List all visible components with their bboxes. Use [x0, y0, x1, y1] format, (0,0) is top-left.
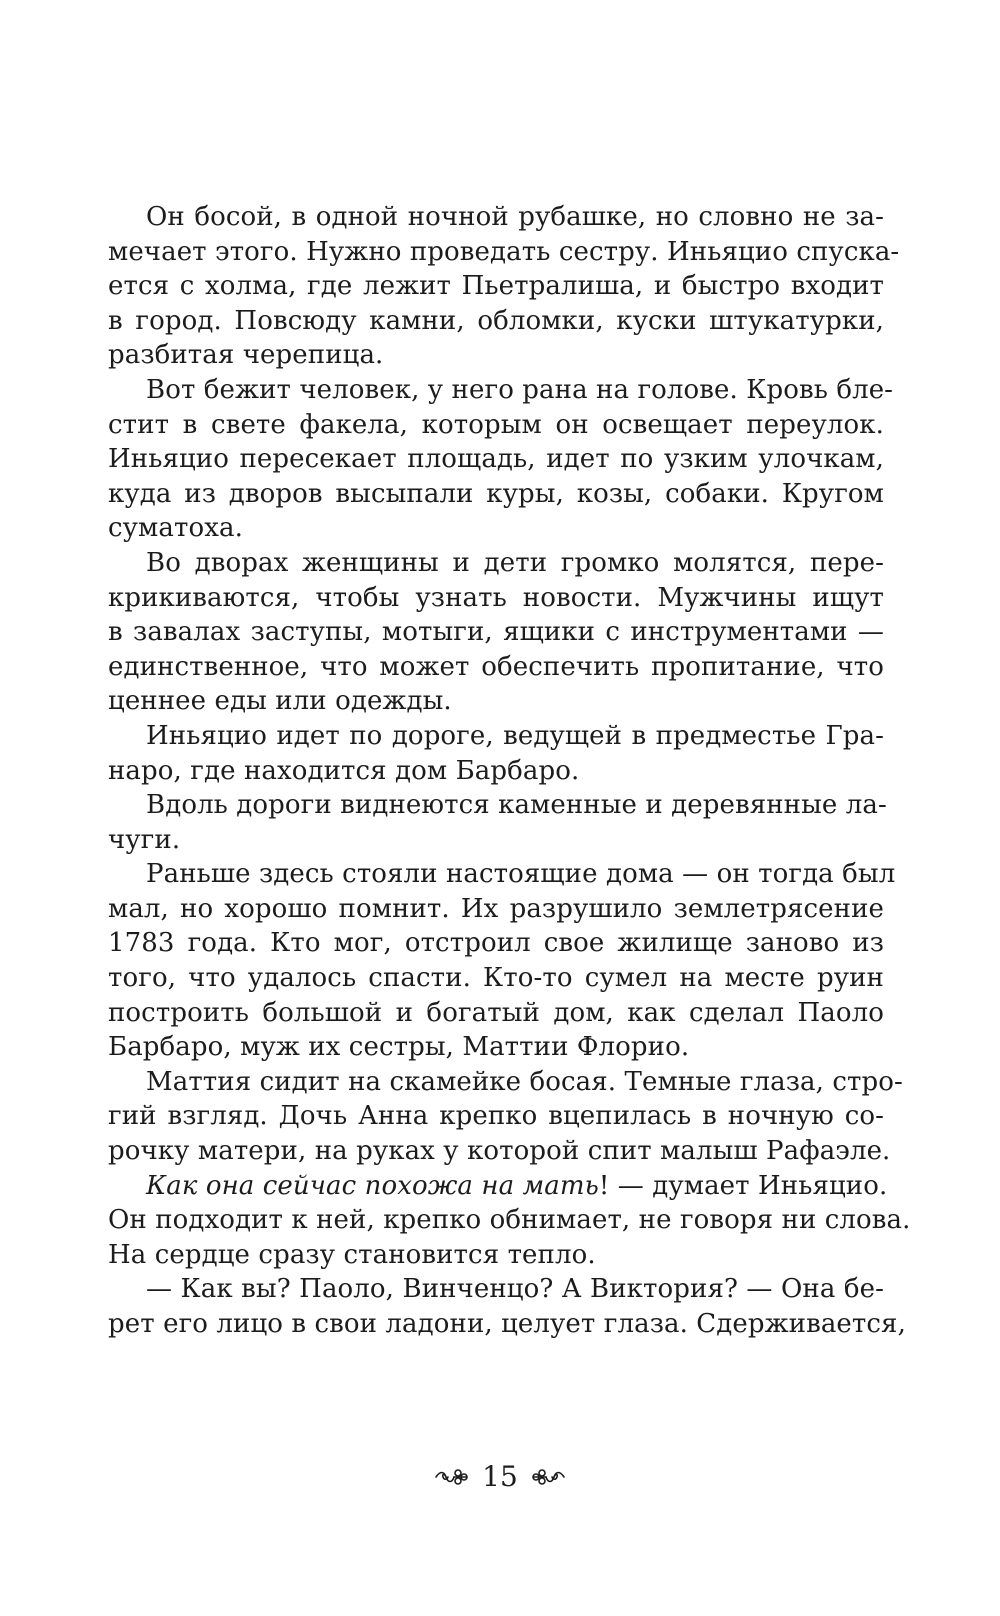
text-line-17: наро, где находится дом Барбаро.	[108, 755, 580, 786]
text-line-22: 1783 года. Кто мог, отстроил свое жилище заново из	[108, 928, 884, 959]
text-line-29-italic	[108, 1169, 888, 1204]
text-line-32: — Как вы? Паоло, Винченцо? А Виктория? — Она бе-	[146, 1274, 884, 1305]
text-line-33: рет его лицо в свои ладони, целует глаза. Сдерживается,	[108, 1309, 906, 1339]
text-line-12: крикиваются, чтобы узнать новости. Мужчины ищут	[108, 582, 884, 613]
text-line-19: чуги.	[108, 824, 181, 855]
text-line-1: Он босой, в одной ночной рубашке, но словно не за-	[146, 202, 884, 232]
text-line-10: суматоха.	[108, 513, 243, 544]
text-line-20: Раньше здесь стояли настоящие дома — он тогда был	[146, 859, 896, 890]
text-line-30: Он подходит к ней, крепко обнимает, не говоря ни слова.	[108, 1205, 911, 1236]
text-line-18: Вдоль дороги виднеются каменные и деревянные ла-	[146, 790, 887, 821]
italic-thought: Как она сейчас похожа на мать	[146, 1170, 599, 1201]
text-line-23: того, что удалось спасти. Кто-то сумел на месте руин	[108, 963, 884, 994]
text-line-21: мал, но хорошо помнит. Их разрушило землетрясение	[108, 893, 884, 924]
page-number: 15	[482, 1460, 518, 1493]
text-line-13: в завалах заступы, мотыги, ящики с инструментами —	[108, 617, 884, 648]
ornament-left-icon	[434, 1466, 468, 1488]
text-line-14: единственное, что может обеспечить пропитание, что	[108, 651, 884, 682]
text-line-7: стит в свете факела, которым он освещает переулок.	[108, 409, 884, 440]
text-line-24: построить большой и богатый дом, как сделал Паоло	[108, 997, 884, 1028]
italic-line-rest: ! — думает Иньяцио.	[598, 1170, 888, 1201]
text-line-8: Иньяцио пересекает площадь, идет по узким улочкам,	[108, 444, 884, 475]
page-footer	[0, 1452, 1000, 1502]
text-line-15: ценнее еды или одежды.	[108, 686, 452, 717]
text-line-16: Иньяцио идет по дороге, ведущей в предместье Гра-	[146, 720, 884, 751]
text-line-6: Вот бежит человек, у него рана на голове. Кровь бле-	[146, 374, 894, 405]
text-line-31: На сердце сразу становится тепло.	[108, 1239, 596, 1270]
text-line-26: Маттия сидит на скамейке босая. Темные глаза, стро-	[146, 1066, 903, 1097]
ornament-right-icon	[532, 1466, 566, 1488]
text-line-3: ется с холма, где лежит Пьетралиша, и быстро входит	[108, 271, 884, 302]
text-line-27: гий взгляд. Дочь Анна крепко вцепилась в ночную со-	[108, 1101, 884, 1132]
text-line-25: Барбаро, муж их сестры, Маттии Флорио.	[108, 1032, 690, 1063]
text-line-28: рочку матери, на руках у которой спит малыш Рафаэле.	[108, 1136, 891, 1167]
text-line-9: куда из дворов высыпали куры, козы, собаки. Кругом	[108, 478, 884, 509]
body-text	[108, 200, 911, 1342]
text-line-2: мечает этого. Нужно проведать сестру. Иньяцио спуска-	[108, 236, 900, 267]
text-line-4: в город. Повсюду камни, обломки, куски штукатурки,	[108, 305, 884, 336]
text-line-11: Во дворах женщины и дети громко молятся, пере-	[146, 547, 884, 578]
text-line-5: разбитая черепица.	[108, 340, 384, 371]
